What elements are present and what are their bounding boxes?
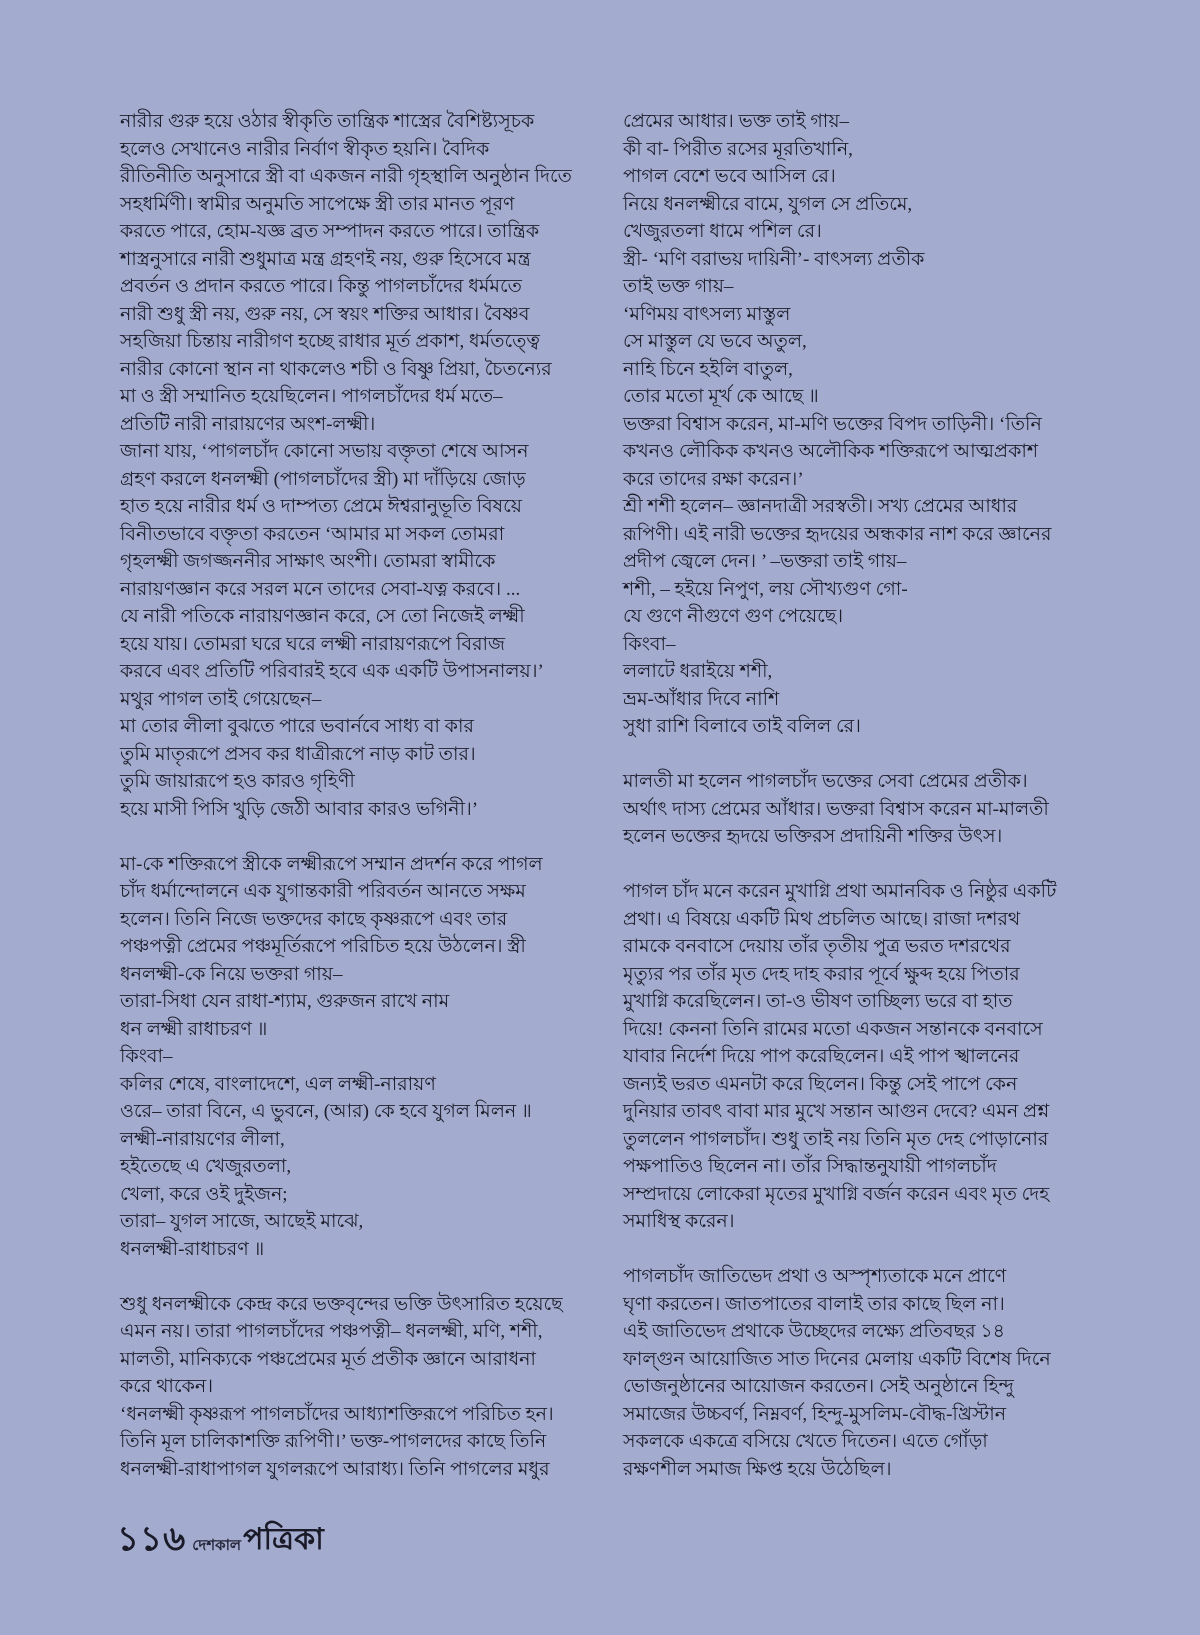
verse-line: কিংবা– — [623, 633, 676, 655]
verse-line: তোর মতো মূর্খ কে আছে ॥ — [623, 386, 819, 407]
right-column — [623, 108, 1085, 1483]
verse-line: হইতেছে এ খেজুরতলা, — [120, 1156, 292, 1177]
verse-line: শশী, – হইয়ে নিপুণ, লয় সৌখ্যগুণ গো- — [623, 578, 908, 600]
text-line: তুললেন পাগলচাঁদ। শুধু তাই নয় তিনি মৃত দেহ পোড়ানোর — [623, 1128, 1049, 1150]
text-line: হয়ে যায়। তোমরা ঘরে ঘরে লক্ষ্মী নারায়ণরূপে বিরাজ — [120, 633, 506, 655]
text-line: তিনি মূল চালিকাশক্তি রূপিণী।’ ভক্ত-পাগলদের কাছে তিনি — [120, 1431, 547, 1452]
text-line: মা-কে শক্তিরূপে স্ত্রীকে লক্ষ্মীরূপে সম্মান প্রদর্শন করে পাগল — [120, 853, 543, 875]
verse-line: কলির শেষে, বাংলাদেশে, এল লক্ষ্মী-নারায়ণ — [120, 1073, 436, 1095]
text-line: যে নারী পতিকে নারায়ণজ্ঞান করে, সে তো নিজেই লক্ষ্মী — [120, 606, 525, 627]
text-line: মৃত্যুর পর তাঁর মৃত দেহ দাহ করার পূর্বে ক্ষুব্দ হয়ে পিতার — [623, 963, 1020, 985]
text-line: বিনীতভাবে বক্তৃতা করতেন ‘আমার মা সকল তোমরা — [120, 523, 505, 545]
text-line: রক্ষণশীল সমাজ ক্ষিপ্ত হয়ে উঠেছিল। — [623, 1458, 892, 1480]
text-line: রূপিণী। এই নারী ভক্তের হৃদয়ের অন্ধকার নাশ করে জ্ঞানের — [623, 523, 1052, 545]
verse-line: কী বা- পিরীত রসের মূরতিখানি, — [623, 138, 853, 160]
text-line: ঘৃণা করতেন। জাতপাতের বালাই তার কাছে ছিল না। — [623, 1293, 1005, 1315]
text-line: হাত হয়ে নারীর ধর্ম ও দাম্পত্য প্রেমে ঈশ্বরানুভূতি বিষয়ে — [120, 496, 522, 517]
text-line: জন্যই ভরত এমনটা করে ছিলেন। কিন্তু সেই পাপে কেন — [623, 1073, 1018, 1095]
text-block — [623, 768, 1085, 851]
text-line: সহজিয়া চিন্তায় নারীগণ হচ্ছে রাধার মূর্ত প্রকাশ, ধর্মতত্ত্বে — [120, 331, 540, 352]
text-line: ফাল্গুন আয়োজিত সাত দিনের মেলায় একটি বিশেষ দিনে — [623, 1348, 1051, 1370]
text-line: প্রবর্তন ও প্রদান করতে পারে। কিন্তু পাগলচাঁদের ধর্মমতে — [120, 276, 522, 297]
verse-line: সুধা রাশি বিলাবে তাই বলিল রে। — [623, 716, 861, 737]
text-line: ভোজনুষ্ঠানের আয়োজন করতেন। সেই অনুষ্ঠানে হিন্দু — [623, 1376, 1014, 1397]
text-line: শ্রী শশী হলেন– জ্ঞানদাত্রী সরস্বতী। সখ্য প্রেমের আধার — [623, 496, 1018, 517]
text-line: মা ও স্ত্রী সম্মানিত হয়েছিলেন। পাগলচাঁদের ধর্ম মতে– — [120, 386, 503, 407]
masthead-name-small: দেশকাল — [192, 1537, 242, 1554]
text-line: এমন নয়। তারা পাগলচাঁদের পঞ্চপত্নী– ধনলক্ষ্মী, মণি, শশী, — [120, 1321, 543, 1342]
text-line: ‘ধনলক্ষ্মী কৃষ্ণরূপ পাগলচাঁদের আধ্যাশক্তিরূপে পরিচিত হন। — [120, 1403, 554, 1425]
text-line: প্রথা। এ বিষয়ে একটি মিথ প্রচলিত আছে। রাজা দশরথ — [623, 908, 1021, 930]
verse-line: খেজুরতলা ধামে পশিল রে। — [623, 221, 822, 242]
verse-line: ওরে– তারা বিনে, এ ভুবনে, (আর) কে হবে যুগল মিলন ॥ — [120, 1101, 532, 1122]
verse-line: হয়ে মাসী পিসি খুড়ি জেঠী আবার কারও ভগিনী।’ — [120, 798, 479, 820]
text-line: ধনলক্ষ্মী-রাধাপাগল যুগলরূপে আরাধ্য। তিনি পাগলের মধুর — [120, 1458, 550, 1480]
text-line: মালতী মা হলেন পাগলচাঁদ ভক্তের সেবা প্রেমের প্রতীক। — [623, 771, 1028, 792]
masthead-name-large: পত্রিকা — [243, 1523, 324, 1556]
text-line: ভক্তরা বিশ্বাস করেন, মা-মণি ভক্তের বিপদ তাড়িনী। ‘তিনি — [623, 413, 1042, 435]
verse-line: ভ্রম-আঁধার দিবে নাশি — [623, 688, 780, 710]
verse-line: ‘মণিময় বাৎসল্য মাস্তুল — [623, 303, 791, 325]
verse-line: কিংবা– — [120, 1046, 173, 1067]
verse-line: তুমি মাতৃরূপে প্রসব কর ধাত্রীরূপে নাড় কাট তার। — [120, 743, 476, 765]
verse-line: তুমি জায়ারূপে হও কারও গৃহিণী — [120, 771, 355, 792]
text-line: হলেন ভক্তের হৃদয়ে ভক্তিরস প্রদায়িনী শক্তির উৎস। — [623, 826, 1003, 847]
text-line: জানা যায়, ‘পাগলচাঁদ কোনো সভায় বক্তৃতা শেষে আসন — [120, 441, 529, 462]
text-line: শাস্ত্রনুসারে নারী শুধুমাত্র মন্ত্র গ্রহণই নয়, গুরু হিসেবে মন্ত্র — [120, 248, 531, 270]
text-block — [120, 108, 588, 823]
text-line: হলেও সেখানেও নারীর নির্বাণ স্বীকৃত হয়নি। বৈদিক — [120, 138, 490, 160]
text-line: পাগলচাঁদ জাতিভেদ প্রথা ও অস্পৃশ্যতাকে মনে প্রাণে — [623, 1266, 1007, 1287]
verse-line: ললাটে ধরাইয়ে শশী, — [623, 661, 773, 682]
verse-line: নিয়ে ধনলক্ষ্মীরে বামে, যুগল সে প্রতিমে, — [623, 193, 913, 215]
text-line: করে থাকেন। — [120, 1376, 214, 1397]
text-line: করতে পারে, হোম-যজ্ঞ ব্রত সম্পাদন করতে পারে। তান্ত্রিক — [120, 221, 540, 242]
text-line: যাবার নির্দেশ দিয়ে পাপ করেছিলেন। এই পাপ স্খালনের — [623, 1046, 1020, 1067]
verse-line: ধনলক্ষ্মী-রাধাচরণ ॥ — [120, 1238, 265, 1260]
text-line: পক্ষপাতিও ছিলেন না। তাঁর সিদ্ধান্তনুযায়ী পাগলচাঁদ — [623, 1156, 997, 1177]
text-line: এই জাতিভেদ প্রথাকে উচ্ছেদের লক্ষ্যে প্রতিবছর ১৪ — [623, 1321, 1005, 1342]
text-line: প্রদীপ জ্বেলে দেন। ’ –ভক্তরা তাই গায়– — [623, 551, 907, 572]
text-line: তাই ভক্ত গায়– — [623, 276, 734, 297]
text-line: প্রতিটি নারী নারায়ণের অংশ-লক্ষ্মী। — [120, 413, 376, 435]
text-line: মুখাগ্নি করেছিলেন। তা-ও ভীষণ তাচ্ছিল্য ভরে বা হাত — [623, 991, 1013, 1012]
text-line: গ্রহণ করলে ধনলক্ষ্মী (পাগলচাঁদের স্ত্রী) মা দাঁড়িয়ে জোড় — [120, 468, 526, 490]
verse-line: তারা– যুগল সাজে, আছেই মাঝে, — [120, 1211, 364, 1232]
text-line: রীতিনীতি অনুসারে স্ত্রী বা একজন নারী গৃহস্থালি অনুষ্ঠান দিতে — [120, 166, 572, 187]
text-line: নারায়ণজ্ঞান করে সরল মনে তাদের সেবা-যত্ন করবে। ... — [120, 578, 521, 600]
text-line: সকলকে একত্রে বসিয়ে খেতে দিতেন। এতে গোঁড়া — [623, 1431, 988, 1452]
text-line: অর্থাৎ দাস্য প্রেমের আঁধার। ভক্তরা বিশ্বাস করেন মা-মালতী — [623, 798, 1049, 820]
text-block — [120, 1291, 588, 1484]
text-line: পঞ্চপত্নী প্রেমের পঞ্চমূর্তিরূপে পরিচিত হয়ে উঠলেন। স্ত্রী — [120, 936, 526, 957]
text-line: করবে এবং প্রতিটি পরিবারই হবে এক একটি উপাসনালয়।’ — [120, 661, 544, 682]
text-line: হলেন। তিনি নিজে ভক্তদের কাছে কৃষ্ণরূপে এবং তার — [120, 908, 508, 930]
verse-line: পাগল বেশে ভবে আসিল রে। — [623, 166, 836, 187]
text-block — [120, 851, 588, 1264]
text-block — [623, 108, 1085, 741]
verse-line: সে মাস্তুল যে ভবে অতুল, — [623, 331, 807, 352]
verse-line: যে গুণে নীগুণে গুণ পেয়েছে। — [623, 606, 844, 627]
text-line: ধনলক্ষ্মী-কে নিয়ে ভক্তরা গায়– — [120, 963, 343, 985]
text-line: পাগল চাঁদ মনে করেন মুখাগ্নি প্রথা অমানবিক ও নিষ্ঠুর একটি — [623, 881, 1057, 902]
text-line: শুধু ধনলক্ষ্মীকে কেন্দ্র করে ভক্তবৃন্দের ভক্তি উৎসারিত হয়েছে — [120, 1293, 563, 1315]
text-line: সহধর্মিণী। স্বামীর অনুমতি সাপেক্ষে স্ত্রী তার মানত পূরণ — [120, 193, 515, 215]
text-line: সম্প্রদায়ে লোকেরা মৃতের মুখাগ্নি বর্জন করেন এবং মৃত দেহ — [623, 1183, 1050, 1205]
verse-line: নাহি চিনে হইলি বাতুল, — [623, 358, 793, 380]
verse-line: মা তোর লীলা বুঝতে পারে ভবার্নবে সাধ্য বা কার — [120, 716, 474, 737]
masthead-logo — [192, 1524, 324, 1560]
text-line: চাঁদ ধর্মান্দোলনে এক যুগান্তকারী পরিবর্তন আনতে সক্ষম — [120, 881, 526, 902]
text-line: সমাধিস্থ করেন। — [623, 1211, 735, 1232]
verse-line: লক্ষ্মী-নারায়ণের লীলা, — [120, 1128, 285, 1150]
text-line: মালতী, মানিক্যকে পঞ্চপ্রেমের মূর্ত প্রতীক জ্ঞানে আরাধনা — [120, 1348, 536, 1370]
text-block — [623, 878, 1085, 1236]
left-column — [120, 108, 588, 1483]
text-line: কখনও লৌকিক কখনও অলৌকিক শক্তিরূপে আত্মপ্রকাশ — [623, 441, 1039, 462]
verse-line: মথুর পাগল তাই গেয়েছেন– — [120, 688, 322, 710]
text-line: প্রেমের আধার। ভক্ত তাই গায়– — [623, 111, 850, 132]
text-line: নারী শুধু স্ত্রী নয়, গুরু নয়, সে স্বয়ং শক্তির আধার। বৈষ্ণব — [120, 303, 530, 325]
page-footer — [117, 1516, 324, 1560]
verse-line: খেলা, করে ওই দুইজন; — [120, 1183, 288, 1205]
text-line: নারীর গুরু হয়ে ওঠার স্বীকৃতি তান্ত্রিক শাস্ত্রের বৈশিষ্ট্যসূচক — [120, 111, 535, 132]
text-line: দিয়ে! কেননা তিনি রামের মতো একজন সন্তানকে বনবাসে — [623, 1018, 1043, 1040]
page-number: ১১৬ — [117, 1521, 187, 1558]
verse-line: তারা-সিধা যেন রাধা-শ্যাম, গুরুজন রাখে নাম — [120, 991, 450, 1012]
text-line: নারীর কোনো স্থান না থাকলেও শচী ও বিষ্ণু প্রিয়া, চৈতন্যের — [120, 358, 552, 380]
text-line: দুনিয়ার তাবৎ বাবা মার মুখে সন্তান আগুন দেবে? এমন প্রশ্ন — [623, 1101, 1050, 1122]
text-line: গৃহলক্ষ্মী জগজ্জননীর সাক্ষাৎ অংশী। তোমরা স্বামীকে — [120, 551, 496, 572]
text-line: স্ত্রী- ‘মণি বরাভয় দায়িনী’- বাৎসল্য প্রতীক — [623, 248, 925, 270]
text-line: রামকে বনবাসে দেয়ায় তাঁর তৃতীয় পুত্র ভরত দশরথের — [623, 936, 1011, 957]
text-line: করে তাদের রক্ষা করেন।’ — [623, 468, 804, 490]
text-block — [623, 1263, 1085, 1483]
verse-line: ধন লক্ষ্মী রাধাচরণ ॥ — [120, 1018, 268, 1040]
text-line: সমাজের উচ্চবর্ণ, নিম্নবর্ণ, হিন্দু-মুসলিম-বৌদ্ধ-খ্রিস্টান — [623, 1403, 1007, 1425]
